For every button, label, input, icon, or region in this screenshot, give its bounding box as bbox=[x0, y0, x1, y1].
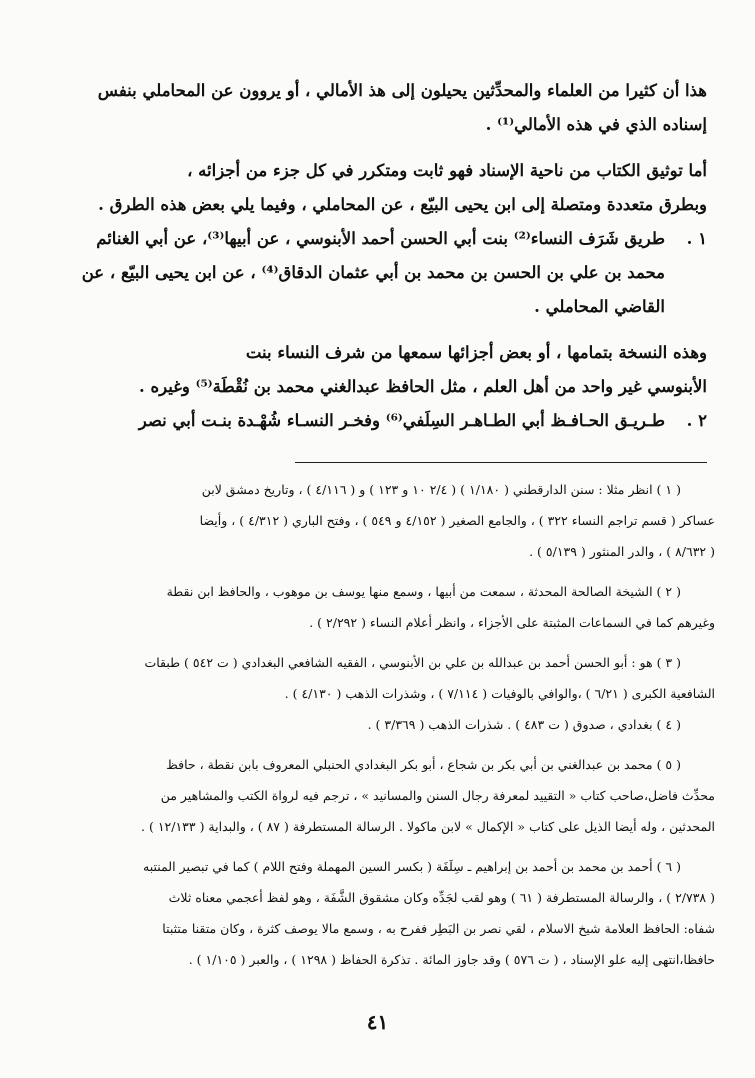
list-item-line: محمد بن علي بن الحسن بن محمد بن أبي عثمان الدقاق⁽⁴⁾ ، عن ابن يحيى البيّع ، عن bbox=[81, 263, 665, 282]
footnote-line: ( ١ ) انظر مثلا : سنن الدارقطني ( ١/١٨٠ ) ( ٢/٤ ١٠ و ١٢٣ ) و ( ٤/١١٦ ) ، وتاريخ دمشق لابن bbox=[201, 482, 681, 497]
footnote-line: ( ٥ ) محمد بن عبدالغني بن أبي بكر بن شجاع ، أبو بكر البغدادي الحنبلي المعروف بابن نقطة ، حافظ bbox=[166, 757, 681, 772]
list-number: ٢ . bbox=[686, 411, 707, 430]
list-number: ١ . bbox=[686, 229, 707, 248]
footnote-line: ( ٦ ) أحمد بن محمد بن أحمد بن إبراهيم ـ سِلَفَة ( بكسر السين المهملة وفتح اللام ) كما في تبصير المنتبه bbox=[143, 859, 681, 874]
footnote bbox=[47, 576, 715, 638]
paragraph-line: وهذه النسخة بتمامها ، أو بعض أجزائها سمعها من شرف النساء بنت bbox=[245, 343, 707, 362]
list-item bbox=[52, 404, 707, 438]
footnote-line: محدِّث فاضل،صاحب كتاب « التقييد لمعرفة رجال السنن والمسانيد » ، ترجم فيه لرواة الكتب والمشاهير من bbox=[160, 788, 715, 803]
paragraph-line: أما توثيق الكتاب من ناحية الإسناد فهو ثابت ومتكرر في كل جزء من أجزائه ، bbox=[187, 161, 707, 180]
main-text bbox=[52, 74, 707, 438]
paragraph-line: الأبنوسي غير واحد من أهل العلم ، مثل الحافظ عبدالغني محمد بن نُقْطَة⁽⁵⁾ وغيره . bbox=[139, 377, 707, 396]
paragraph-line: هذا أن كثيرا من العلماء والمحدِّثين يحيلون إلى هذ الأمالي ، أو يروون عن المحاملي بنفس bbox=[97, 81, 707, 100]
footnote-line: ( ٣ ) هو : أبو الحسن أحمد بن عبدالله بن علي بن الأبنوسي ، الفقيه الشافعي البغدادي ( ت ٥٤٢ ) طبقات bbox=[144, 655, 681, 670]
list-item-line: القاضي المحاملي . bbox=[534, 297, 665, 316]
footnote bbox=[47, 851, 715, 975]
footnotes bbox=[47, 474, 715, 984]
list-item-line: طريق شَرَف النساء⁽²⁾ بنت أبي الحسن أحمد الأبنوسي ، عن أبيها⁽³⁾، عن أبي الغنائم bbox=[96, 229, 665, 248]
footnote-line: ( ٢ ) الشيخة الصالحة المحدثة ، سمعت من أبيها ، وسمع منها يوسف بن موهوب ، والحافظ ابن نقطة bbox=[166, 584, 681, 599]
footnote-divider bbox=[295, 462, 707, 463]
footnote-line: الشافعية الكبرى ( ٦/٢١ ) ،والوافي بالوفيات ( ٧/١١٤ ) ، وشذرات الذهب ( ٤/١٣٠ ) . bbox=[284, 686, 715, 701]
paragraph-line: وبطرق متعددة ومتصلة إلى ابن يحيى البيّع ، عن المحاملي ، وفيما يلي بعض هذه الطرق . bbox=[98, 195, 707, 214]
paragraph-line: إسناده الذي في هذه الأمالي⁽¹⁾ . bbox=[485, 115, 707, 134]
list-item bbox=[52, 222, 707, 324]
footnote-line: شفاه: الحافظ العلامة شيخ الاسلام ، لقي نصر بن البَطِر ففرح به ، وسمع مالا يوصف كثرة ، وكان متقنا متثبتا bbox=[162, 921, 715, 936]
footnote bbox=[47, 749, 715, 842]
footnote-line: ( ٢/٧٣٨ ) ، والرسالة المستطرفة ( ٦١ ) وهو لقب لجَدِّه وكان مشقوق الشَّفَة ، وهو لفظ أعجمي معناه ثلاث bbox=[168, 890, 715, 905]
page-number: ٤١ bbox=[366, 1010, 389, 1034]
footnote bbox=[47, 474, 715, 567]
footnote-line: ( ٨/٦٣٢ ) ، والدر المنثور ( ٥/١٣٩ ) . bbox=[529, 544, 715, 559]
footnote bbox=[47, 647, 715, 740]
footnote-line: عساكر ( قسم تراجم النساء ٣٢٢ ) ، والجامع الصغير ( ٤/١٥٢ و ٥٤٩ ) ، وفتح الباري ( ٤/٣١٢ ) ، وأيضا bbox=[199, 513, 715, 528]
footnote-line: المحدثين ، وله أيضا الذيل على كتاب « الإكمال » لابن ماكولا . الرسالة المستطرفة ( ٨٧ ) ، والبداية ( ١٢/١٣٣ ) . bbox=[141, 819, 715, 834]
footnote-line: ( ٤ ) بغدادي ، صدوق ( ت ٤٨٣ ) . شذرات الذهب ( ٣/٣٦٩ ) . bbox=[367, 717, 681, 732]
footnote-line: حافظا،انتهى إليه علو الإسناد ، ( ت ٥٧٦ ) وقد جاوز المائة . تذكرة الحفاظ ( ١٢٩٨ ) ، والعبر ( ١/١٠٥ ) . bbox=[188, 952, 715, 967]
list-item-line: طـريـق الحـافـظ أبي الطـاهـر السِلَفي⁽⁶⁾ وفخـر النسـاء شُهْـدة بنـت أبي نصر bbox=[138, 411, 665, 430]
footnote-line: وغيرهم كما في السماعات المثبتة على الأجزاء ، وانظر أعلام النساء ( ٢/٢٩٢ ) . bbox=[309, 615, 715, 630]
